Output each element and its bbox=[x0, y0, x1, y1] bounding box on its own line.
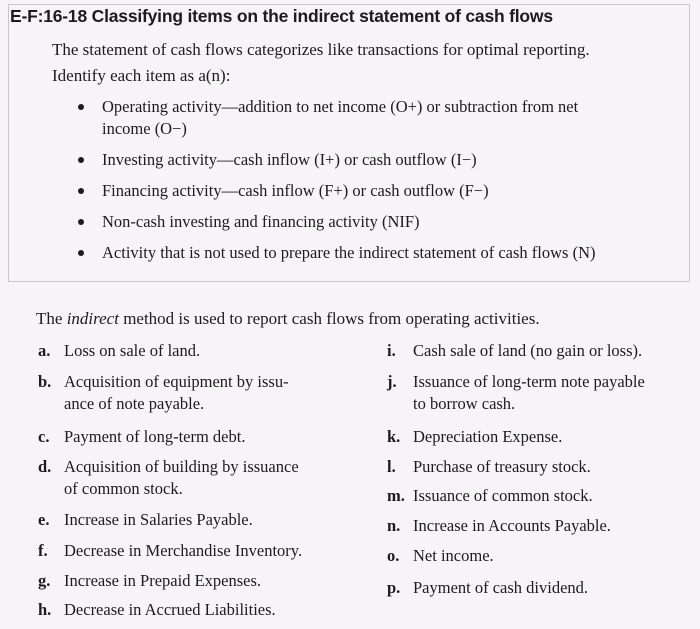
item-label: o. bbox=[387, 546, 400, 565]
category-item-not-used bbox=[78, 242, 688, 264]
item-text: Acquisition of building by issuance bbox=[64, 457, 299, 476]
item-text: Payment of cash dividend. bbox=[413, 578, 589, 597]
category-list bbox=[78, 96, 688, 273]
item-text: Decrease in Accrued Liabilities. bbox=[64, 600, 276, 619]
bullet-dot bbox=[78, 188, 84, 194]
category-item-financing bbox=[78, 180, 688, 202]
item-text: Cash sale of land (no gain or loss). bbox=[413, 341, 643, 360]
item-label: n. bbox=[387, 516, 401, 535]
item-label: j. bbox=[387, 372, 397, 391]
item-text: Net income. bbox=[413, 546, 494, 565]
method-suffix: method is used to report cash flows from operating activities. bbox=[118, 309, 540, 328]
category-item-investing bbox=[78, 149, 688, 171]
intro-line-2: Identify each item as a(n): bbox=[52, 66, 231, 85]
item-label: i. bbox=[387, 341, 396, 360]
item-label: m. bbox=[387, 486, 405, 505]
category-text: Financing activity—cash inflow (F+) or cash outflow (F−) bbox=[102, 181, 489, 200]
item-label: b. bbox=[38, 372, 52, 391]
item-text: Increase in Prepaid Expenses. bbox=[64, 571, 262, 590]
item-label: k. bbox=[387, 427, 401, 446]
bullet-dot bbox=[78, 219, 84, 225]
item-text: Purchase of treasury stock. bbox=[413, 457, 591, 476]
bullet-dot bbox=[78, 250, 84, 256]
item-text: Issuance of long-term note payable bbox=[413, 372, 645, 391]
category-text: Operating activity—addition to net income (O+) or subtraction from net bbox=[102, 97, 579, 116]
method-emphasis: indirect bbox=[66, 309, 119, 328]
item-text: Decrease in Merchandise Inventory. bbox=[64, 541, 303, 560]
exercise-title-text: Classifying items on the indirect statement of cash flows bbox=[91, 6, 553, 26]
item-text: Increase in Salaries Payable. bbox=[64, 510, 253, 529]
method-sentence bbox=[36, 309, 540, 329]
category-item-noncash bbox=[78, 211, 688, 233]
category-text: income (O−) bbox=[102, 119, 187, 138]
exercise-title bbox=[10, 6, 553, 27]
intro-line-1: The statement of cash flows categorizes like transactions for optimal reporting. bbox=[52, 40, 590, 59]
item-label: e. bbox=[38, 510, 50, 529]
item-text: Payment of long-term debt. bbox=[64, 427, 246, 446]
item-text: Increase in Accounts Payable. bbox=[413, 516, 611, 535]
item-text: Loss on sale of land. bbox=[64, 341, 201, 360]
item-text: Issuance of common stock. bbox=[413, 486, 593, 505]
exercise-code: E-F:16-18 bbox=[10, 6, 87, 26]
bullet-dot bbox=[78, 157, 84, 163]
item-label: c. bbox=[38, 427, 50, 446]
item-text: ance of note payable. bbox=[64, 394, 205, 413]
bullet-dot bbox=[78, 104, 84, 110]
item-label: p. bbox=[387, 578, 401, 597]
item-label: a. bbox=[38, 341, 51, 360]
category-text: Activity that is not used to prepare the indirect statement of cash flows (N) bbox=[102, 243, 596, 262]
category-text: Non-cash investing and financing activity (NIF) bbox=[102, 212, 420, 231]
category-text: Investing activity—cash inflow (I+) or cash outflow (I−) bbox=[102, 150, 477, 169]
item-text: to borrow cash. bbox=[413, 394, 516, 413]
method-prefix: The bbox=[36, 309, 67, 328]
item-text: of common stock. bbox=[64, 479, 183, 498]
item-label: g. bbox=[38, 571, 51, 590]
item-text: Depreciation Expense. bbox=[413, 427, 563, 446]
item-label: f. bbox=[38, 541, 48, 560]
item-label: h. bbox=[38, 600, 52, 619]
category-item-operating bbox=[78, 96, 688, 140]
item-label: d. bbox=[38, 457, 52, 476]
item-text: Acquisition of equipment by issu- bbox=[64, 372, 289, 391]
item-label: l. bbox=[387, 457, 396, 476]
